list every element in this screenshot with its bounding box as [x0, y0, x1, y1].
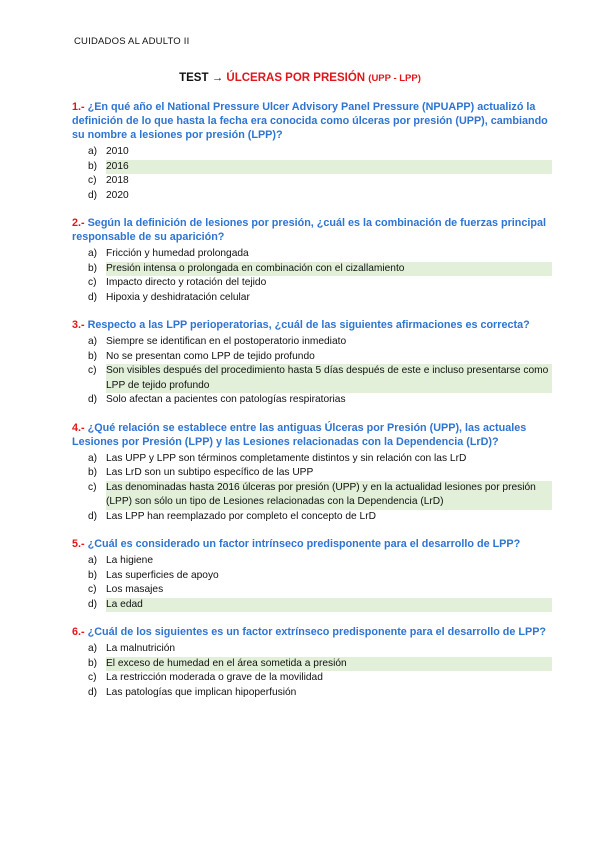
option-item	[88, 393, 552, 408]
question-block	[72, 216, 552, 305]
question-block	[72, 421, 552, 525]
option-letter: d)	[88, 686, 98, 698]
option-letter: c)	[88, 481, 97, 493]
option-text: Las UPP y LPP son términos completamente distintos y sin relación con las LrD	[106, 452, 467, 464]
course-header: CUIDADOS AL ADULTO II	[74, 36, 190, 47]
option-item	[88, 145, 552, 160]
option-item	[88, 276, 552, 291]
question-number: 5.-	[72, 538, 85, 550]
question-label: ¿Cuál es considerado un factor intrínseco predisponente para el desarrollo de LPP?	[87, 538, 521, 550]
question-label: ¿Cuál de los siguientes es un factor extrínseco predisponente para el desarrollo de LPP?	[87, 626, 546, 638]
question-number: 4.-	[72, 421, 85, 434]
option-list	[72, 335, 552, 408]
question-number: 6.-	[72, 626, 85, 638]
option-letter: c)	[88, 277, 97, 288]
title-abbr: (UPP - LPP)	[368, 73, 421, 84]
option-item	[88, 466, 552, 481]
option-text: Solo afectan a pacientes con patologías respiratorias	[106, 394, 346, 405]
option-letter: a)	[88, 146, 98, 157]
option-item-correct	[88, 598, 552, 613]
page-title	[0, 72, 600, 84]
option-text: Los masajes	[106, 584, 164, 595]
option-text: Fricción y humedad prolongada	[106, 248, 249, 259]
option-item	[88, 335, 552, 350]
question-number: 3.-	[72, 319, 85, 331]
option-letter: a)	[88, 643, 98, 654]
option-item	[88, 583, 552, 598]
question-block	[72, 100, 552, 203]
option-item	[88, 554, 552, 569]
option-text: Hipoxia y deshidratación celular	[106, 291, 250, 303]
option-list	[72, 452, 552, 525]
option-item-correct	[88, 160, 552, 175]
question-text	[72, 625, 552, 639]
question-number: 2.-	[72, 217, 85, 229]
question-text	[72, 216, 552, 244]
option-item-correct	[88, 262, 552, 277]
option-letter: a)	[88, 452, 98, 464]
option-text: La malnutrición	[106, 643, 176, 654]
option-letter: c)	[88, 365, 97, 376]
question-text	[72, 421, 552, 449]
question-block	[72, 625, 552, 700]
option-text: El exceso de humedad en el área sometida a presión	[106, 657, 552, 672]
question-label: Según la definición de lesiones por presión, ¿cuál es la combinación de fuerzas principal responsable de su aparición?	[72, 217, 546, 243]
option-item	[88, 452, 552, 467]
option-letter: c)	[88, 175, 97, 186]
option-letter: a)	[88, 248, 98, 259]
option-item	[88, 686, 552, 701]
option-text: 2010	[106, 146, 129, 157]
option-item	[88, 174, 552, 189]
title-prefix: TEST	[179, 72, 209, 84]
title-topic: ÚLCERAS POR PRESIÓN	[226, 72, 366, 84]
question-label: Respecto a las LPP perioperatorias, ¿cuál de las siguientes afirmaciones es correcta?	[87, 319, 530, 331]
question-text	[72, 537, 552, 551]
option-text: 2016	[106, 160, 552, 175]
option-list	[72, 642, 552, 700]
option-text: Impacto directo y rotación del tejido	[106, 277, 267, 288]
option-letter: d)	[88, 510, 98, 522]
option-letter: b)	[88, 569, 98, 581]
option-letter: b)	[88, 262, 98, 274]
option-text: No se presentan como LPP de tejido profundo	[106, 350, 315, 362]
option-item	[88, 642, 552, 657]
option-item	[88, 510, 552, 525]
question-list	[72, 100, 552, 713]
option-list	[72, 145, 552, 203]
option-letter: d)	[88, 189, 98, 201]
option-text: Presión intensa o prolongada en combinación con el cizallamiento	[106, 262, 552, 277]
option-item	[88, 350, 552, 365]
option-letter: c)	[88, 672, 97, 683]
question-label: ¿En qué año el National Pressure Ulcer Advisory Panel Pressure (NPUAPP) actualizó la definición de lo que hasta la fecha era conocida como úlceras por presión (UPP), cambiando su nombre a lesiones por presión (LPP)?	[72, 101, 548, 141]
option-text: Son visibles después del procedimiento hasta 5 días después de este e incluso presentarse como LPP de tejido profundo	[106, 364, 552, 393]
option-text: Las patologías que implican hipoperfusión	[106, 686, 297, 698]
option-item	[88, 569, 552, 584]
option-letter: b)	[88, 160, 98, 172]
option-item	[88, 247, 552, 262]
option-text: Siempre se identifican en el postoperatorio inmediato	[106, 336, 347, 347]
option-letter: b)	[88, 657, 98, 669]
question-text	[72, 100, 552, 142]
option-item-correct	[88, 657, 552, 672]
option-item	[88, 291, 552, 306]
option-letter: a)	[88, 336, 98, 347]
option-letter: c)	[88, 584, 97, 595]
option-item	[88, 671, 552, 686]
option-text: La higiene	[106, 555, 154, 566]
question-block	[72, 318, 552, 408]
option-text: La restricción moderada o grave de la movilidad	[106, 672, 323, 683]
question-label: ¿Qué relación se establece entre las antiguas Úlceras por Presión (UPP), las actuales Lesiones por Presión (LPP) y las Lesiones relacionadas con la Dependencia (LrD)?	[72, 421, 527, 448]
option-letter: d)	[88, 598, 98, 610]
option-letter: a)	[88, 555, 98, 566]
option-text: 2020	[106, 189, 129, 201]
option-letter: b)	[88, 467, 98, 478]
option-list	[72, 247, 552, 305]
question-number: 1.-	[72, 101, 85, 113]
question-text	[72, 318, 552, 332]
option-text: Las denominadas hasta 2016 úlceras por presión (UPP) y en la actualidad lesiones por presión (LPP) son sólo un tipo de Lesiones relacionadas con la Dependencia (LrD)	[106, 481, 552, 510]
option-text: Las LrD son un subtipo específico de las UPP	[106, 467, 314, 478]
option-letter: b)	[88, 350, 98, 362]
option-letter: d)	[88, 394, 98, 405]
option-text: La edad	[106, 598, 552, 613]
arrow-icon: →	[211, 72, 224, 84]
option-list	[72, 554, 552, 612]
option-item	[88, 189, 552, 204]
question-block	[72, 537, 552, 612]
option-letter: d)	[88, 291, 98, 303]
option-text: Las LPP han reemplazado por completo el concepto de LrD	[106, 510, 376, 522]
option-item-correct	[88, 481, 552, 510]
option-text: Las superficies de apoyo	[106, 569, 219, 581]
option-text: 2018	[106, 175, 129, 186]
option-item-correct	[88, 364, 552, 393]
